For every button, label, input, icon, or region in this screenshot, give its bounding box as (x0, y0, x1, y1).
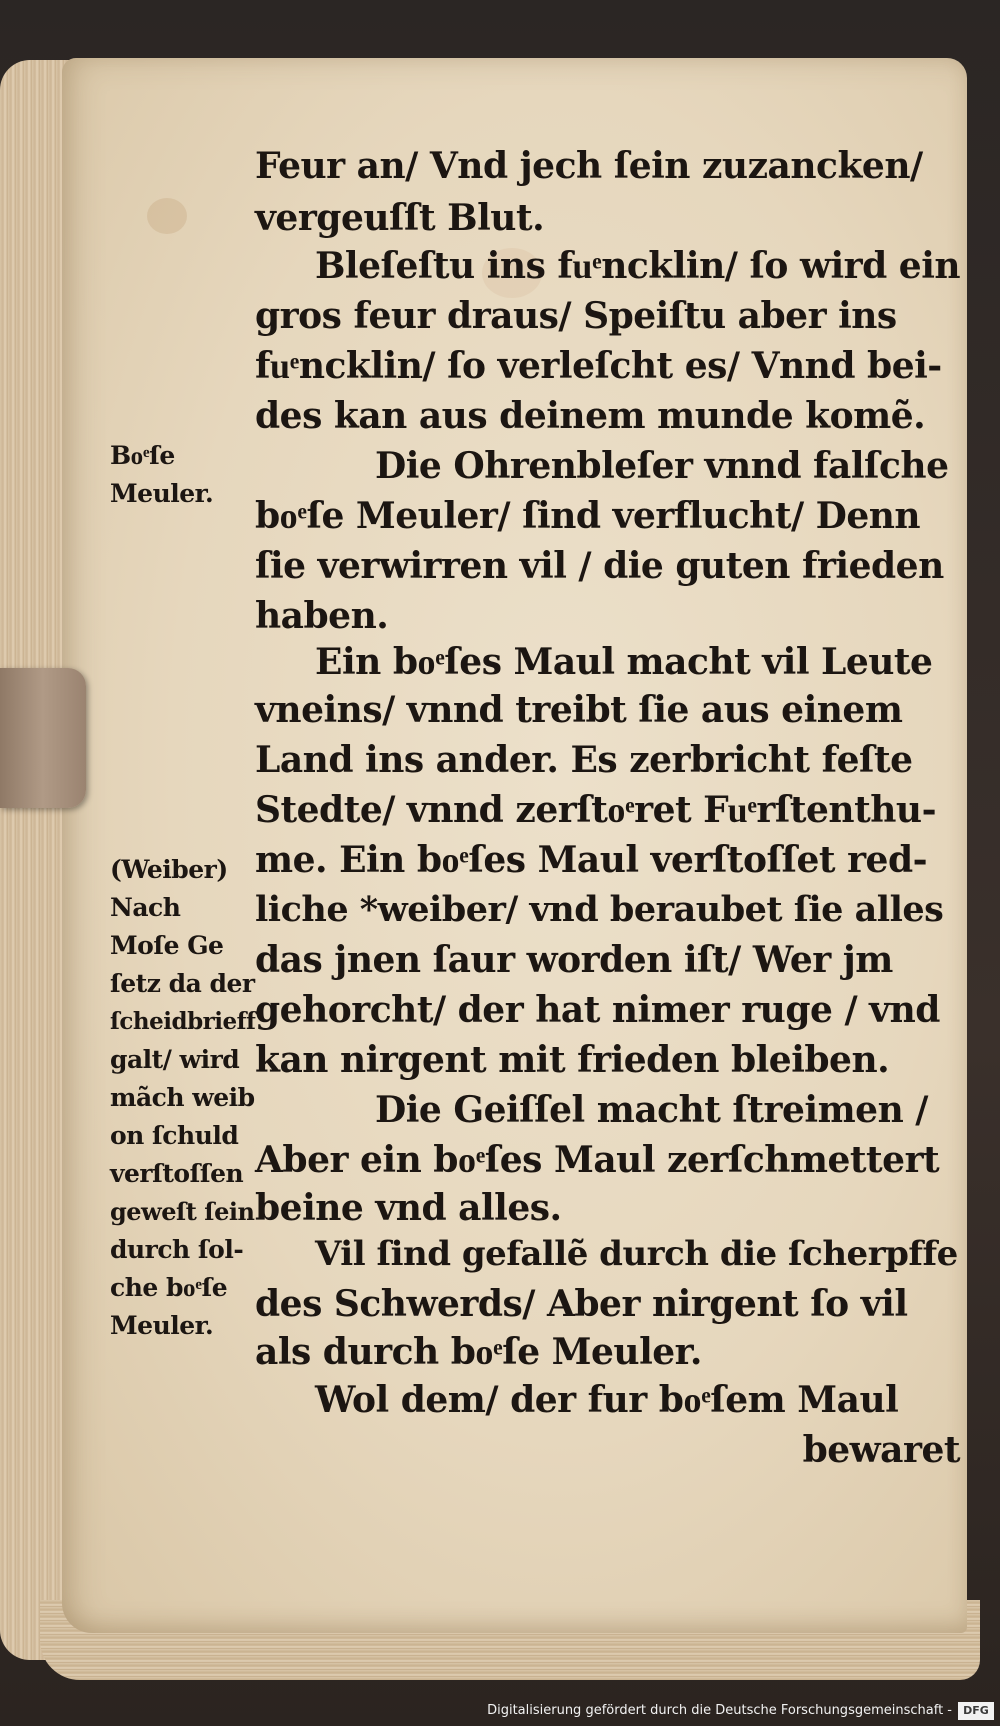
margin-note-line: geweſt ſein (110, 1197, 255, 1226)
text-line: boͤſe Meuler/ ſind verflucht/ Denn (255, 495, 921, 537)
digitization-credit: Digitalisierung gefördert durch die Deutsche Forschungsgemeinschaft - (487, 1703, 952, 1718)
text-line: liche *weiber/ vnd beraubet ſie alles (255, 889, 944, 930)
text-line: Ein boͤſes Maul macht vil Leute (315, 641, 933, 683)
margin-note-line: Moſe Ge (110, 931, 224, 960)
text-line: des kan aus deinem munde komẽ. (255, 395, 926, 437)
text-line: Feur an/ Vnd jech ſein zuzancken/ (255, 145, 923, 187)
margin-note-line: durch ſol- (110, 1235, 244, 1264)
margin-note-line: che boͤſe (110, 1273, 228, 1302)
text-line: Vil ſind gefallẽ durch die ſcherpffe (315, 1234, 958, 1274)
dfg-logo: DFG (958, 1702, 994, 1720)
text-line: Bleſeſtu ins fuͤncklin/ ſo wird ein (315, 245, 961, 287)
text-line: gehorcht/ der hat nimer ruge / vnd (255, 989, 940, 1031)
text-line: Land ins ander. Es zerbricht feſte (255, 739, 913, 781)
text-line: das jnen ſaur worden iſt/ Wer jm (255, 939, 893, 981)
bookmark-ribbon (0, 668, 86, 808)
margin-note-line: (Weiber) (110, 855, 228, 884)
text-line: haben. (255, 595, 389, 637)
text-line: Wol dem/ der fur boͤſem Maul (315, 1379, 899, 1421)
text-line: Die Geiſſel macht ſtreimen / (375, 1089, 928, 1131)
margin-note-line: mãch weib (110, 1083, 255, 1112)
margin-note-line: Boͤſe (110, 441, 175, 470)
margin-note-line: galt/ wird (110, 1045, 240, 1074)
text-line: vneins/ vnnd treibt ſie aus einem (255, 689, 903, 731)
catchword: bewaret (802, 1429, 960, 1471)
text-line: als durch boͤſe Meuler. (255, 1331, 702, 1373)
margin-note-line: Nach (110, 893, 181, 922)
text-line: gros feur draus/ Speiſtu aber ins (255, 295, 897, 337)
margin-note-line: on ſchuld (110, 1121, 239, 1150)
text-line: me. Ein boͤſes Maul verſtoſſet red- (255, 839, 928, 881)
margin-note-line: verſtoſſen (110, 1159, 244, 1188)
text-line: ſie verwirren vil / die guten frieden (255, 545, 944, 587)
text-line: Stedte/ vnnd zerſtoͤret Fuͤrſtenthu- (255, 789, 937, 831)
margin-note-line: Meuler. (110, 479, 214, 508)
paper-stain (147, 198, 187, 234)
text-line: des Schwerds/ Aber nirgent ſo vil (255, 1283, 908, 1325)
margin-note-line: Meuler. (110, 1311, 214, 1340)
margin-note-line: ſetz da der (110, 969, 255, 998)
text-line: vergeuſſt Blut. (255, 197, 545, 239)
text-line: kan nirgent mit frieden bleiben. (255, 1039, 890, 1081)
text-line: beine vnd alles. (255, 1187, 562, 1229)
text-line: Aber ein boͤſes Maul zerſchmettert (255, 1139, 940, 1181)
text-line: fuͤncklin/ ſo verleſcht es/ Vnnd bei- (255, 345, 942, 387)
margin-note-line: ſcheidbrieff (110, 1008, 256, 1035)
text-line: Die Ohrenbleſer vnnd falſche (375, 445, 949, 487)
